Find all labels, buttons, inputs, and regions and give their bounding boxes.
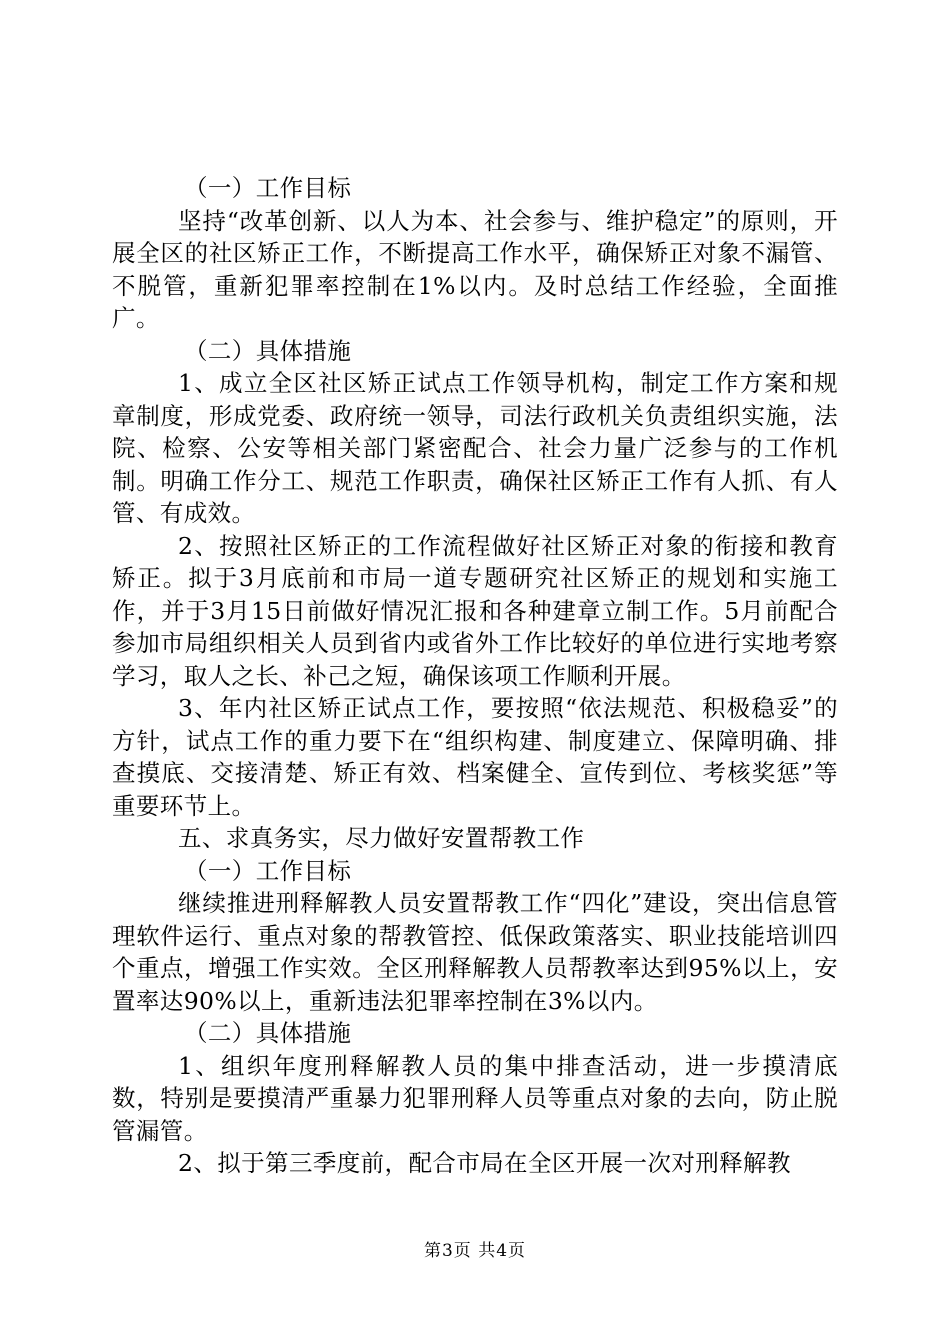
paragraph-resettlement-measure-1: 1、组织年度刑释解教人员的集中排查活动，进一步摸清底数，特别是要摸清严重暴力犯罪刑释人员等重点对象的去向，防止脱管漏管。	[112, 1051, 838, 1145]
heading-work-goal-2: （一）工作目标	[184, 856, 352, 885]
heading-work-goal: （一）工作目标	[184, 174, 352, 202]
document-body	[112, 172, 838, 1180]
page-footer: 第3页 共4页	[423, 1241, 527, 1261]
heading-specific-measures-2: （二）具体措施	[184, 1019, 352, 1047]
paragraph-measure-2: 2、按照社区矫正的工作流程做好社区矫正对象的衔接和教育矫正。拟于3月底前和市局一道专题研究社区矫正的规划和实施工作，并于3月15日前做好情况汇报和各种建章立制工作。5月前配合参加市局组织相关人员到省内或省外工作比较好的单位进行实地考察学习，取人之长、补己之短，确保该项工作顺利开展。	[112, 531, 838, 690]
heading-specific-measures: （二）具体措施	[184, 336, 352, 365]
paragraph-resettlement-measure-2: 2、拟于第三季度前，配合市局在全区开展一次对刑释解教	[178, 1149, 791, 1177]
paragraph-measure-1: 1、成立全区社区矫正试点工作领导机构，制定工作方案和规章制度，形成党委、政府统一领导，司法行政机关负责组织实施，法院、检察、公安等相关部门紧密配合、社会力量广泛参与的工作机制。明确工作分工、规范工作职责，确保社区矫正工作有人抓、有人管、有成效。	[112, 369, 838, 527]
section-heading-five: 五、求真务实，尽力做好安置帮教工作	[178, 824, 585, 852]
paragraph-principle: 坚持“改革创新、以人为本、社会参与、维护稳定”的原则，开展全区的社区矫正工作，不断提高工作水平，确保矫正对象不漏管、不脱管，重新犯罪率控制在1%以内。及时总结工作经验，全面推广。	[112, 206, 838, 332]
paragraph-measure-3: 3、年内社区矫正试点工作，要按照“依法规范、积极稳妥”的方针，试点工作的重力要下在“组织构建、制度建立、保障明确、排查摸底、交接清楚、矫正有效、档案健全、宣传到位、考核奖惩”等重要环节上。	[112, 694, 838, 820]
paragraph-resettlement-goal: 继续推进刑释解教人员安置帮教工作“四化”建设，突出信息管理软件运行、重点对象的帮教管控、低保政策落实、职业技能培训四个重点，增强工作实效。全区刑释解教人员帮教率达到95%以上，安置率达90%以上，重新违法犯罪率控制在3%以内。	[112, 889, 838, 1015]
